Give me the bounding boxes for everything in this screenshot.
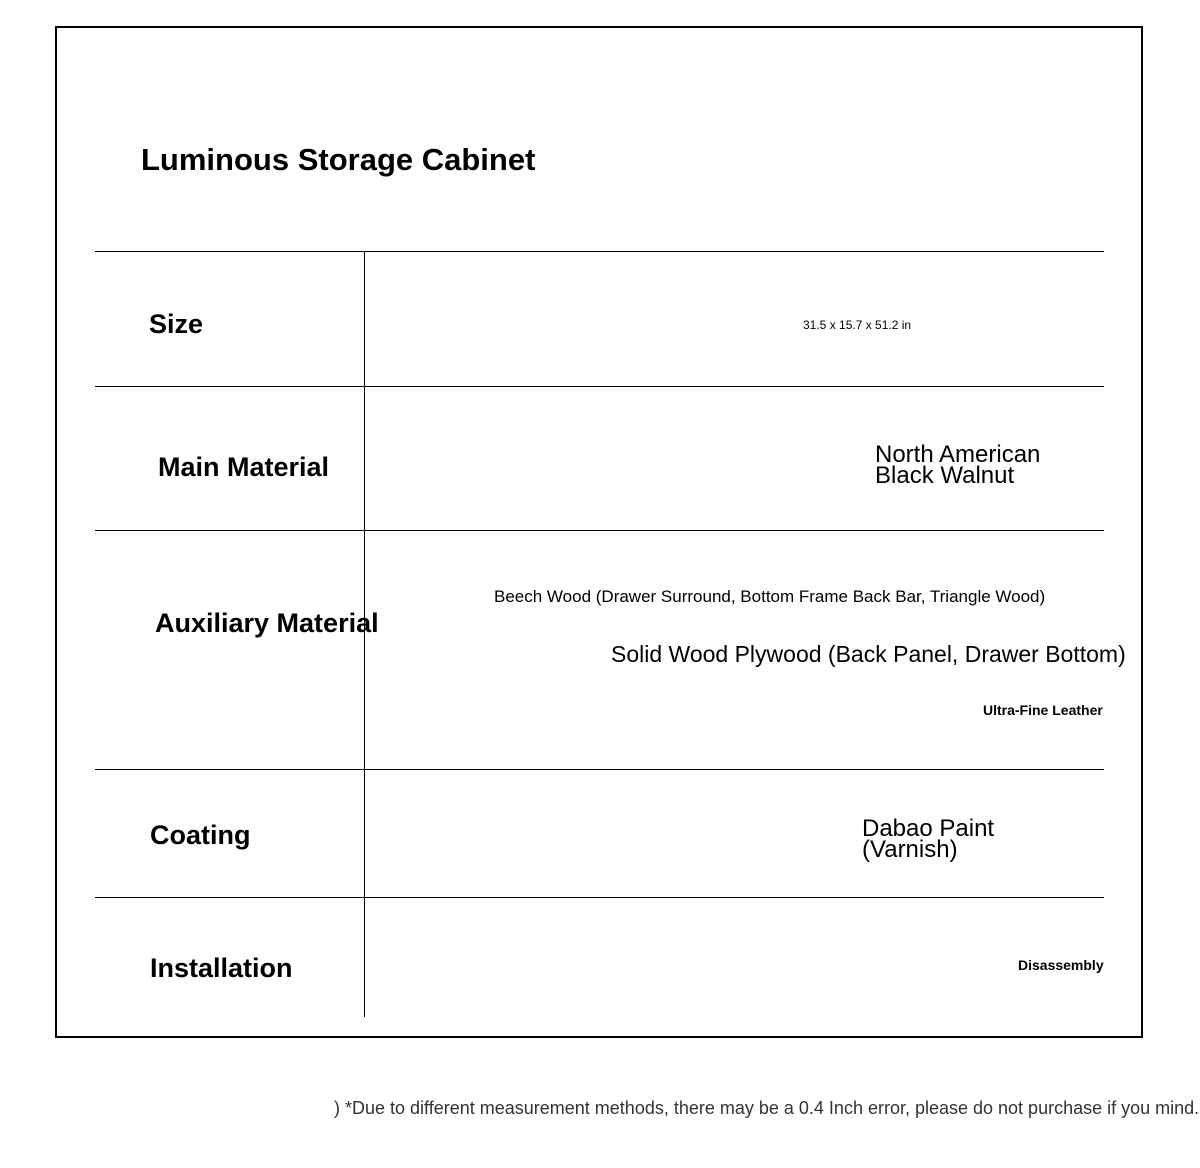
value-line: Dabao Paint — [862, 815, 995, 842]
spec-label-main-material: Main Material — [158, 452, 330, 482]
value-line: North American — [875, 441, 1041, 468]
spec-label-installation: Installation — [150, 953, 293, 983]
value-line: Black Walnut — [875, 462, 1015, 489]
table-divider — [95, 769, 1104, 770]
table-divider — [95, 386, 1104, 387]
table-divider — [95, 897, 1104, 898]
spec-label-auxiliary-material: Auxiliary Material — [155, 608, 379, 638]
spec-value-main-material — [875, 441, 1041, 489]
spec-value-size: 31.5 x 15.7 x 51.2 in — [803, 318, 912, 332]
spec-value-installation: Disassembly — [1018, 957, 1104, 973]
spec-value-auxiliary-leather: Ultra-Fine Leather — [983, 702, 1103, 718]
spec-label-size: Size — [149, 309, 204, 339]
table-divider — [95, 530, 1104, 531]
spec-label-coating: Coating — [150, 820, 251, 850]
spec-value-auxiliary-plywood: Solid Wood Plywood (Back Panel, Drawer Bottom) — [611, 641, 1126, 667]
page-title: Luminous Storage Cabinet — [141, 142, 536, 177]
table-divider — [95, 251, 1104, 252]
value-line: (Varnish) — [862, 836, 958, 863]
spec-value-coating — [862, 815, 995, 863]
spec-value-auxiliary-beech: Beech Wood (Drawer Surround, Bottom Frame Back Bar, Triangle Wood) — [494, 587, 1046, 606]
footnote: ) *Due to different measurement methods, there may be a 0.4 Inch error, please do not purchase if you mind. — [334, 1098, 1200, 1118]
